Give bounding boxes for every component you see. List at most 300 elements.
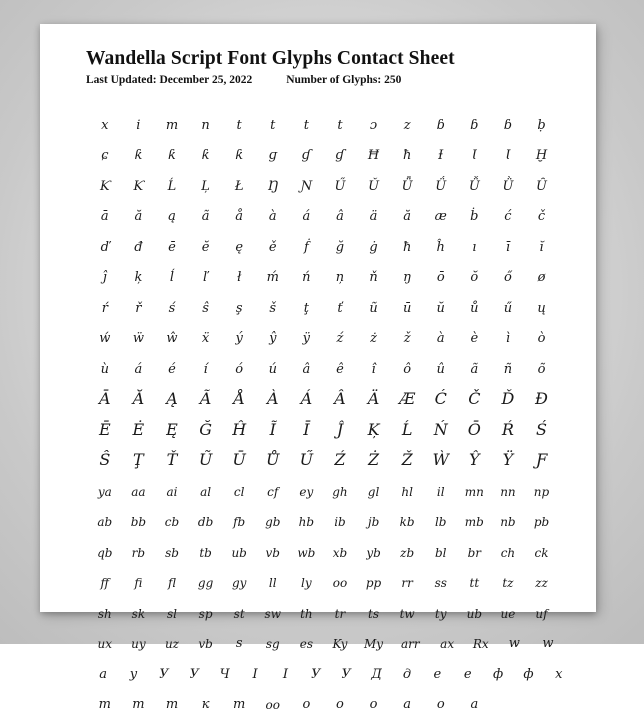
- glyph-row: [88, 324, 574, 355]
- glyph-cell: ÿ: [290, 332, 324, 354]
- glyph-cell: ai: [155, 486, 189, 507]
- glyph-cell: о: [290, 698, 324, 720]
- glyph-cell: Ǔ: [357, 180, 391, 202]
- glyph-cell: nb: [491, 516, 525, 537]
- glyph-cell: xb: [323, 547, 357, 568]
- glyph-cell: np: [525, 486, 559, 507]
- glyph-cell: gh: [323, 486, 357, 507]
- glyph-cell: es: [290, 638, 324, 659]
- glyph-cell: ź: [323, 332, 357, 354]
- glyph-cell: ch: [491, 547, 525, 568]
- glyph-grid: [88, 110, 574, 594]
- glyph-cell: Ɲ: [290, 180, 324, 202]
- glyph-cell: cl: [222, 486, 256, 507]
- glyph-cell: ć: [491, 210, 525, 232]
- glyph-cell: ya: [88, 486, 122, 507]
- glyph-row: [88, 202, 574, 233]
- glyph-cell: т: [155, 698, 189, 720]
- glyph-cell: Ky: [323, 638, 357, 659]
- glyph-cell: ã: [458, 363, 492, 385]
- glyph-cell: å: [222, 210, 256, 232]
- glyph-cell: oo: [323, 577, 357, 598]
- glyph-cell: z: [390, 119, 424, 141]
- glyph-cell: My: [357, 638, 391, 659]
- page-title: Wandella Script Font Glyphs Contact Sheet: [86, 48, 574, 70]
- glyph-cell: ı: [458, 241, 492, 263]
- glyph-row: [88, 293, 574, 324]
- glyph-cell: ŷ: [256, 332, 290, 354]
- glyph-cell: ux: [88, 638, 122, 659]
- glyph-cell: Ń: [424, 422, 458, 446]
- glyph-cell: lb: [424, 516, 458, 537]
- glyph-cell: ẍ: [189, 332, 223, 354]
- glyph-row: [88, 659, 574, 690]
- glyph-cell: hb: [290, 516, 324, 537]
- glyph-cell: ą: [155, 210, 189, 232]
- glyph-cell: ê: [323, 363, 357, 385]
- glyph-cell: Ă: [122, 391, 156, 415]
- glyph-cell: Ű: [290, 452, 324, 476]
- glyph-cell: ě: [256, 241, 290, 263]
- glyph-cell: č: [525, 210, 559, 232]
- glyph-cell: tr: [323, 608, 357, 629]
- glyph-cell: оо: [256, 699, 290, 720]
- glyph-cell: ò: [525, 332, 559, 354]
- glyph-cell: nn: [491, 486, 525, 507]
- glyph-cell: Ů: [256, 452, 290, 476]
- glyph-cell: Ū: [222, 452, 256, 476]
- glyph-row: [88, 598, 574, 629]
- glyph-cell: е: [422, 668, 452, 690]
- glyph-cell: th: [290, 608, 324, 629]
- glyph-cell: ū: [390, 302, 424, 324]
- glyph-cell: tz: [491, 577, 525, 598]
- glyph-cell: qb: [88, 547, 122, 568]
- glyph-cell: а: [88, 668, 118, 690]
- glyph-cell: ņ: [323, 271, 357, 293]
- glyph-row: [88, 232, 574, 263]
- glyph-cell: ì: [491, 332, 525, 354]
- glyph-cell: w: [531, 637, 565, 659]
- glyph-cell: sb: [155, 547, 189, 568]
- glyph-cell: ĵ: [88, 271, 122, 293]
- glyph-cell: ń: [290, 271, 324, 293]
- glyph-cell: x: [88, 119, 122, 141]
- glyph-cell: fb: [222, 516, 256, 537]
- glyph-cell: ĺ: [155, 271, 189, 293]
- glyph-cell: Ȗ: [525, 180, 559, 202]
- glyph-cell: ɠ: [290, 149, 324, 171]
- glyph-cell: bl: [424, 547, 458, 568]
- glyph-cell: gl: [357, 486, 391, 507]
- glyph-cell: Ť: [155, 452, 189, 476]
- glyph-cell: cf: [256, 486, 290, 507]
- glyph-cell: ł: [222, 271, 256, 293]
- glyph-cell: Ɩ: [458, 149, 492, 171]
- glyph-cell: Ǘ: [424, 180, 458, 202]
- glyph-cell: ś: [155, 302, 189, 324]
- glyph-cell: n: [189, 119, 223, 141]
- glyph-cell: ă: [390, 210, 424, 232]
- glyph-cell: à: [424, 332, 458, 354]
- glyph-cell: Ḫ: [525, 149, 559, 171]
- glyph-cell: ő: [491, 271, 525, 293]
- glyph-row: [88, 110, 574, 141]
- glyph-cell: ly: [290, 577, 324, 598]
- glyph-cell: ɡ: [256, 149, 290, 171]
- glyph-cell: è: [458, 332, 492, 354]
- subtitle-row: [86, 74, 574, 86]
- glyph-cell: rr: [390, 577, 424, 598]
- glyph-cell: ḃ: [458, 210, 492, 232]
- glyph-cell: ck: [525, 547, 559, 568]
- glyph-cell: т: [222, 698, 256, 720]
- glyph-cell: ɕ: [88, 149, 122, 171]
- glyph-cell: Ź: [323, 452, 357, 476]
- glyph-cell: ğ: [323, 241, 357, 263]
- glyph-cell: ň: [357, 271, 391, 293]
- glyph-cell: ƙ: [155, 149, 189, 171]
- glyph-cell: Ĩ: [256, 422, 290, 446]
- glyph-row: [88, 537, 574, 568]
- glyph-cell: kb: [390, 516, 424, 537]
- glyph-cell: ó: [222, 363, 256, 385]
- glyph-cell: ĕ: [189, 241, 223, 263]
- glyph-cell: ă: [122, 210, 156, 232]
- glyph-cell: х: [544, 668, 574, 690]
- glyph-cell: Ä: [357, 391, 391, 415]
- glyph-cell: у: [118, 668, 148, 690]
- glyph-cell: ƙ: [122, 149, 156, 171]
- glyph-cell: Ǜ: [491, 180, 525, 202]
- glyph-cell: ḅ: [525, 119, 559, 141]
- glyph-cell: pb: [525, 516, 559, 537]
- glyph-cell: uf: [525, 608, 559, 629]
- glyph-cell: wb: [290, 547, 324, 568]
- glyph-cell: br: [458, 547, 492, 568]
- glyph-cell: ŏ: [458, 271, 492, 293]
- glyph-row: [88, 507, 574, 538]
- glyph-cell: Д: [361, 668, 391, 690]
- glyph-cell: tt: [458, 577, 492, 598]
- glyph-cell: Rx: [464, 638, 498, 659]
- glyph-cell: s: [222, 637, 256, 659]
- glyph-cell: ф: [513, 668, 543, 690]
- glyph-row: [88, 141, 574, 172]
- glyph-cell: m: [155, 119, 189, 141]
- glyph-cell: ff: [88, 577, 122, 598]
- glyph-cell: vb: [256, 547, 290, 568]
- glyph-cell: Ű: [323, 180, 357, 202]
- glyph-cell: ɓ: [424, 119, 458, 141]
- glyph-cell: ř: [122, 302, 156, 324]
- glyph-cell: ɠ: [323, 149, 357, 171]
- glyph-cell: Ÿ: [491, 452, 525, 476]
- glyph-cell: ż: [357, 332, 391, 354]
- glyph-cell: î: [357, 363, 391, 385]
- glyph-cell: ľ: [189, 271, 223, 293]
- glyph-cell: ub: [458, 608, 492, 629]
- glyph-cell: db: [189, 516, 223, 537]
- glyph-cell: Å: [222, 391, 256, 415]
- glyph-cell: ŋ: [390, 271, 424, 293]
- glyph-cell: к: [189, 698, 223, 720]
- glyph-cell: Ţ: [122, 452, 156, 476]
- glyph-cell: ã: [189, 210, 223, 232]
- glyph-cell: ɓ: [458, 119, 492, 141]
- glyph-cell: tb: [189, 547, 223, 568]
- glyph-row: [88, 385, 574, 416]
- glyph-cell: Ŝ: [88, 452, 122, 476]
- glyph-cell: а: [390, 698, 424, 720]
- glyph-cell: À: [256, 391, 290, 415]
- glyph-cell: У: [301, 668, 331, 690]
- glyph-cell: yb: [357, 547, 391, 568]
- glyph-cell: о: [357, 698, 391, 720]
- glyph-cell: t: [256, 119, 290, 141]
- glyph-cell: Ž: [390, 452, 424, 476]
- glyph-cell: jb: [357, 516, 391, 537]
- glyph-cell: sw: [256, 608, 290, 629]
- glyph-cell: Ƙ: [122, 180, 156, 202]
- glyph-cell: fi: [122, 577, 156, 598]
- glyph-cell: w: [498, 637, 532, 659]
- glyph-cell: arr: [390, 638, 430, 659]
- glyph-cell: Ĵ: [323, 422, 357, 446]
- glyph-cell: sk: [122, 608, 156, 629]
- glyph-cell: Ǚ: [458, 180, 492, 202]
- glyph-cell: І: [270, 668, 300, 690]
- glyph-cell: sl: [155, 608, 189, 629]
- glyph-cell: t: [290, 119, 324, 141]
- last-updated-label: Last Updated: December 25, 2022: [86, 74, 252, 86]
- glyph-cell: Ī: [290, 422, 324, 446]
- glyph-cell: à: [256, 210, 290, 232]
- glyph-cell: а: [458, 698, 492, 720]
- glyph-cell: ts: [357, 608, 391, 629]
- glyph-cell: І: [240, 668, 270, 690]
- glyph-cell: rb: [122, 547, 156, 568]
- glyph-cell: zz: [525, 577, 559, 598]
- glyph-cell: Ł: [222, 180, 256, 202]
- glyph-cell: zb: [390, 547, 424, 568]
- glyph-cell: ab: [88, 516, 122, 537]
- glyph-cell: á: [290, 210, 324, 232]
- glyph-cell: sh: [88, 608, 122, 629]
- glyph-row: [88, 263, 574, 294]
- glyph-cell: bb: [122, 516, 156, 537]
- glyph-cell: У: [331, 668, 361, 690]
- glyph-cell: í: [189, 363, 223, 385]
- glyph-cell: tw: [390, 608, 424, 629]
- glyph-cell: ť: [323, 302, 357, 324]
- glyph-cell: Ż: [357, 452, 391, 476]
- glyph-cell: Ƒ: [525, 452, 559, 476]
- glyph-cell: ĥ: [424, 241, 458, 263]
- glyph-cell: pp: [357, 577, 391, 598]
- glyph-cell: ẅ: [122, 332, 156, 354]
- glyph-cell: ş: [222, 302, 256, 324]
- glyph-cell: ũ: [357, 302, 391, 324]
- glyph-cell: Đ: [525, 391, 559, 415]
- glyph-cell: fl: [155, 577, 189, 598]
- glyph-cell: ɔ: [357, 119, 391, 141]
- glyph-cell: ẃ: [88, 332, 122, 354]
- glyph-cell: Ǖ: [390, 180, 424, 202]
- glyph-cell: ž: [390, 332, 424, 354]
- glyph-cell: Ƙ: [88, 180, 122, 202]
- glyph-cell: ib: [323, 516, 357, 537]
- glyph-cell: т: [88, 698, 122, 720]
- glyph-cell: hl: [390, 486, 424, 507]
- glyph-cell: ḟ: [290, 241, 324, 263]
- glyph-cell: Ą: [155, 391, 189, 415]
- glyph-cell: Ħ: [357, 149, 391, 171]
- glyph-cell: t: [323, 119, 357, 141]
- glyph-cell: Ļ: [189, 180, 223, 202]
- glyph-cell: ty: [424, 608, 458, 629]
- glyph-cell: mn: [458, 486, 492, 507]
- glyph-cell: û: [424, 363, 458, 385]
- glyph-cell: ƙ: [189, 149, 223, 171]
- glyph-row: [88, 171, 574, 202]
- glyph-cell: â: [323, 210, 357, 232]
- glyph-cell: ű: [491, 302, 525, 324]
- glyph-cell: Ũ: [189, 452, 223, 476]
- glyph-cell: Ĥ: [222, 422, 256, 446]
- glyph-cell: ō: [424, 271, 458, 293]
- glyph-cell: ey: [290, 486, 324, 507]
- glyph-cell: đ: [122, 241, 156, 263]
- glyph-cell: Ŕ: [491, 422, 525, 446]
- glyph-cell: ḿ: [256, 271, 290, 293]
- glyph-cell: Ɨ: [424, 149, 458, 171]
- glyph-cell: ĭ: [525, 241, 559, 263]
- glyph-row: [88, 629, 574, 660]
- glyph-cell: ŭ: [424, 302, 458, 324]
- glyph-cell: cb: [155, 516, 189, 537]
- glyph-cell: ţ: [290, 302, 324, 324]
- glyph-cell: uz: [155, 638, 189, 659]
- glyph-cell: ħ: [390, 241, 424, 263]
- glyph-cell: о: [424, 698, 458, 720]
- glyph-cell: ú: [256, 363, 290, 385]
- glyph-cell: ů: [458, 302, 492, 324]
- glyph-cell: ī: [491, 241, 525, 263]
- glyph-cell: У: [149, 668, 179, 690]
- glyph-cell: ù: [88, 363, 122, 385]
- glyph-cell: Ā: [88, 391, 122, 415]
- glyph-row: [88, 476, 574, 507]
- glyph-cell: Ğ: [189, 422, 223, 446]
- glyph-cell: gg: [189, 577, 223, 598]
- glyph-cell: ub: [222, 547, 256, 568]
- glyph-cell: gb: [256, 516, 290, 537]
- glyph-cell: ų: [525, 302, 559, 324]
- glyph-cell: ax: [430, 638, 464, 659]
- glyph-cell: al: [189, 486, 223, 507]
- glyph-cell: У: [179, 668, 209, 690]
- glyph-cell: Â: [323, 391, 357, 415]
- glyph-cell: е: [453, 668, 483, 690]
- glyph-cell: Ĺ: [155, 180, 189, 202]
- glyph-cell: vb: [189, 638, 223, 659]
- glyph-row: [88, 690, 574, 720]
- glyph-cell: õ: [525, 363, 559, 385]
- glyph-cell: ġ: [357, 241, 391, 263]
- glyph-cell: о: [323, 698, 357, 720]
- glyph-cell: ď: [88, 241, 122, 263]
- glyph-cell: ue: [491, 608, 525, 629]
- glyph-cell: Ч: [210, 668, 240, 690]
- glyph-cell: t: [222, 119, 256, 141]
- glyph-cell: ll: [256, 577, 290, 598]
- glyph-cell: ā: [88, 210, 122, 232]
- glyph-cell: mb: [458, 516, 492, 537]
- glyph-cell: ę: [222, 241, 256, 263]
- glyph-cell: é: [155, 363, 189, 385]
- glyph-cell: sp: [189, 608, 223, 629]
- glyph-cell: ƙ: [222, 149, 256, 171]
- glyph-cell: Ė: [122, 422, 156, 446]
- glyph-cell: á: [122, 363, 156, 385]
- glyph-count-label: Number of Glyphs: 250: [286, 74, 401, 86]
- glyph-cell: ø: [525, 271, 559, 293]
- glyph-cell: ŝ: [189, 302, 223, 324]
- glyph-cell: Ɩ: [491, 149, 525, 171]
- glyph-cell: aa: [122, 486, 156, 507]
- glyph-cell: ħ: [390, 149, 424, 171]
- glyph-cell: ý: [222, 332, 256, 354]
- glyph-cell: Á: [290, 391, 324, 415]
- poster: [40, 24, 596, 612]
- glyph-cell: Ŷ: [458, 452, 492, 476]
- glyph-cell: Ã: [189, 391, 223, 415]
- glyph-cell: Ē: [88, 422, 122, 446]
- glyph-cell: ē: [155, 241, 189, 263]
- glyph-cell: Ẁ: [424, 452, 458, 476]
- glyph-cell: Č: [458, 391, 492, 415]
- glyph-cell: Ō: [458, 422, 492, 446]
- glyph-cell: il: [424, 486, 458, 507]
- glyph-cell: i: [122, 119, 156, 141]
- glyph-cell: Ŋ: [256, 180, 290, 202]
- glyph-row: [88, 446, 574, 477]
- glyph-cell: sg: [256, 638, 290, 659]
- glyph-cell: â: [290, 363, 324, 385]
- glyph-cell: ф: [483, 668, 513, 690]
- glyph-row: [88, 568, 574, 599]
- glyph-cell: ŕ: [88, 302, 122, 324]
- glyph-cell: gy: [222, 577, 256, 598]
- glyph-cell: Ĺ: [390, 422, 424, 446]
- glyph-cell: ķ: [122, 271, 156, 293]
- glyph-cell: Ď: [491, 391, 525, 415]
- glyph-cell: ä: [357, 210, 391, 232]
- glyph-cell: ñ: [491, 363, 525, 385]
- glyph-cell: д: [392, 668, 422, 690]
- glyph-cell: š: [256, 302, 290, 324]
- glyph-cell: Æ: [390, 391, 424, 415]
- glyph-cell: Ķ: [357, 422, 391, 446]
- glyph-row: [88, 354, 574, 385]
- glyph-cell: ɓ: [491, 119, 525, 141]
- glyph-cell: Ś: [525, 422, 559, 446]
- glyph-cell: ŵ: [155, 332, 189, 354]
- glyph-cell: Ć: [424, 391, 458, 415]
- glyph-cell: æ: [424, 210, 458, 232]
- glyph-cell: uy: [122, 638, 156, 659]
